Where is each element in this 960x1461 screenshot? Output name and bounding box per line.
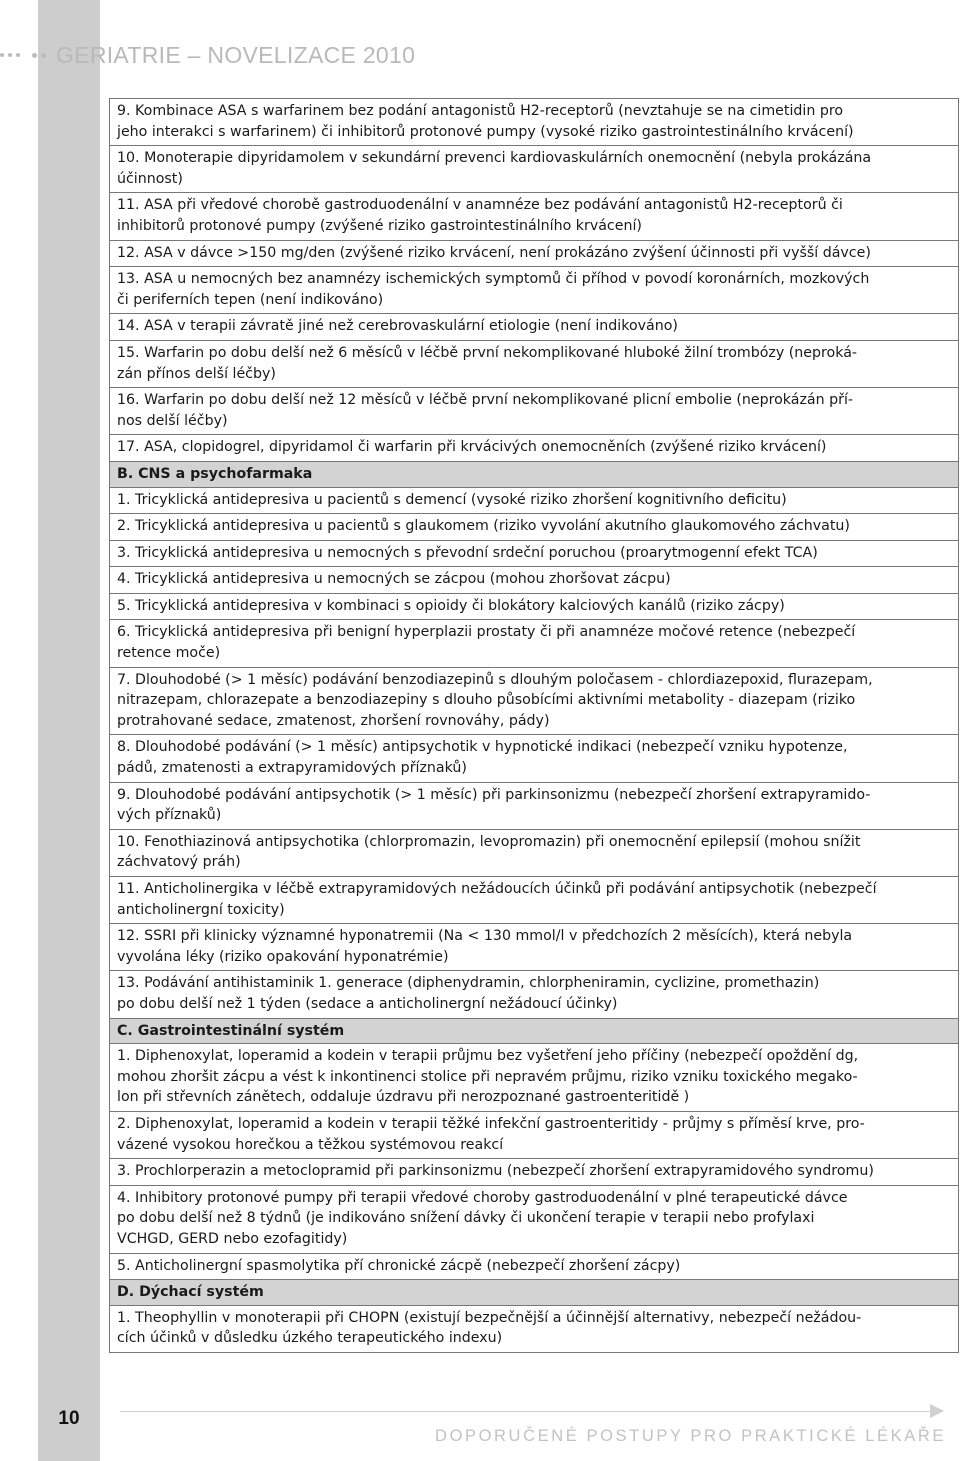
header-title: GERIATRIE – NOVELIZACE 2010 <box>56 41 416 68</box>
table-row: 1. Theophyllin v monoterapii při CHOPN (existují bezpečnější a účinnější alternativy, nebezpečí nežádou- cích účinků v důsledku úzkého terapeutického indexu) <box>109 1306 959 1353</box>
header-dots-decoration <box>0 53 50 58</box>
table-row: 7. Dlouhodobé (> 1 měsíc) podávání benzodiazepinů s dlouhým poločasem - chlordiazepoxid, flurazepam, nitrazepam, chlorazepate a benzodiazepiny s dlouho působícími aktivními metabolity - diazepam (riziko protrahované sedace, zmatenost, zhoršení rovnováhy, pády) <box>109 668 959 736</box>
section-heading: D. Dýchací systém <box>109 1280 959 1306</box>
table-row: 3. Tricyklická antidepresiva u nemocných s převodní srdeční poruchou (proarytmogenní efekt TCA) <box>109 541 959 568</box>
page-header <box>0 38 415 72</box>
table-row: 2. Tricyklická antidepresiva u pacientů s glaukomem (riziko vyvolání akutního glaukomového záchvatu) <box>109 514 959 541</box>
table-row: 6. Tricyklická antidepresiva při benigní hyperplazii prostaty či při anamnéze močové retence (nebezpečí retence moče) <box>109 620 959 667</box>
table-row: 3. Prochlorperazin a metoclopramid při parkinsonizmu (nebezpečí zhoršení extrapyramidového syndromu) <box>109 1159 959 1186</box>
table-row: 8. Dlouhodobé podávání (> 1 měsíc) antipsychotik v hypnotické indikaci (nebezpečí vzniku hypotenze, pádů, zmatenosti a extrapyramidových příznaků) <box>109 735 959 782</box>
side-band <box>38 0 100 1461</box>
section-heading: C. Gastrointestinální systém <box>109 1019 959 1045</box>
table-row: 14. ASA v terapii závratě jiné než cerebrovaskulární etiologie (není indikováno) <box>109 314 959 341</box>
table-row: 2. Diphenoxylat, loperamid a kodein v terapii těžké infekční gastroenteritidy - průjmy s příměsí krve, pro- vázené vysokou horečkou a těžkou systémovou reakcí <box>109 1112 959 1159</box>
page-number: 10 <box>58 1408 80 1429</box>
footer-title: DOPORUČENÉ POSTUPY PRO PRAKTICKÉ LÉKAŘE <box>435 1427 946 1445</box>
table-row: 9. Dlouhodobé podávání antipsychotik (> 1 měsíc) při parkinsonizmu (nebezpečí zhoršení extrapyramido- vých příznaků) <box>109 783 959 830</box>
table-row: 5. Tricyklická antidepresiva v kombinaci s opioidy či blokátory kalciových kanálů (riziko zácpy) <box>109 594 959 621</box>
section-heading: B. CNS a psychofarmaka <box>109 462 959 488</box>
table-row: 10. Monoterapie dipyridamolem v sekundární prevenci kardiovaskulárních onemocnění (nebyla prokázána účinnost) <box>109 146 959 193</box>
table-row: 10. Fenothiazinová antipsychotika (chlorpromazin, levopromazin) při onemocnění epilepsií (mohou snížit záchvatový práh) <box>109 830 959 877</box>
table-row: 13. ASA u nemocných bez anamnézy ischemických symptomů či příhod v povodí koronárních, mozkových či periferních tepen (není indikováno) <box>109 267 959 314</box>
table-row: 1. Tricyklická antidepresiva u pacientů s demencí (vysoké riziko zhoršení kognitivního deficitu) <box>109 488 959 515</box>
table-row: 16. Warfarin po dobu delší než 12 měsíců v léčbě první nekomplikované plicní embolie (neprokázán pří- nos delší léčby) <box>109 388 959 435</box>
table-row: 9. Kombinace ASA s warfarinem bez podání antagonistů H2-receptorů (nevztahuje se na cimetidin pro jeho interakci s warfarinem) či inhibitorů protonové pumpy (vysoké riziko gastrointestinálního krvácení) <box>109 99 959 146</box>
table-row: 1. Diphenoxylat, loperamid a kodein v terapii průjmu bez vyšetření jeho příčiny (nebezpečí opoždění dg, mohou zhoršit zácpu a vést k inkontinenci stolice při nepravém průjmu, riziko vzniku toxického megako- lon při střevních zánětech, oddaluje úzdravu při nerozpoznané gastroenteritidě ) <box>109 1044 959 1112</box>
table-row: 11. Anticholinergika v léčbě extrapyramidových nežádoucích účinků při podávání antipsychotik (nebezpečí anticholinergní toxicity) <box>109 877 959 924</box>
criteria-table <box>109 98 959 1353</box>
table-row: 4. Inhibitory protonové pumpy při terapii vředové choroby gastroduodenální v plné terapeutické dávce po dobu delší než 8 týdnů (je indikováno snížení dávky či ukončení terapie v terapii nebo profylaxi VCHGD, GERD nebo ezofagitidy) <box>109 1186 959 1254</box>
footer-arrow-icon <box>930 1404 944 1418</box>
footer-rule <box>120 1411 932 1412</box>
table-row: 5. Anticholinergní spasmolytika pří chronické zácpě (nebezpečí zhoršení zácpy) <box>109 1254 959 1281</box>
table-row: 13. Podávání antihistaminik 1. generace (diphenydramin, chlorpheniramin, cyclizine, promethazin) po dobu delší než 1 týden (sedace a anticholinergní nežádoucí účinky) <box>109 971 959 1018</box>
table-row: 12. SSRI při klinicky významné hyponatremii (Na < 130 mmol/l v předchozích 2 měsících), která nebyla vyvolána léky (riziko opakování hyponatrémie) <box>109 924 959 971</box>
table-row: 4. Tricyklická antidepresiva u nemocných se zácpou (mohou zhoršovat zácpu) <box>109 567 959 594</box>
table-row: 11. ASA při vředové chorobě gastroduodenální v anamnéze bez podávání antagonistů H2-receptorů či inhibitorů protonové pumpy (zvýšené riziko gastrointestinálního krvácení) <box>109 193 959 240</box>
table-row: 17. ASA, clopidogrel, dipyridamol či warfarin při krvácivých onemocněních (zvýšené riziko krvácení) <box>109 435 959 462</box>
table-row: 15. Warfarin po dobu delší než 6 měsíců v léčbě první nekomplikované hluboké žilní trombózy (neproká- zán přínos delší léčby) <box>109 341 959 388</box>
table-row: 12. ASA v dávce >150 mg/den (zvýšené riziko krvácení, není prokázáno zvýšení účinnosti při vyšší dávce) <box>109 241 959 268</box>
